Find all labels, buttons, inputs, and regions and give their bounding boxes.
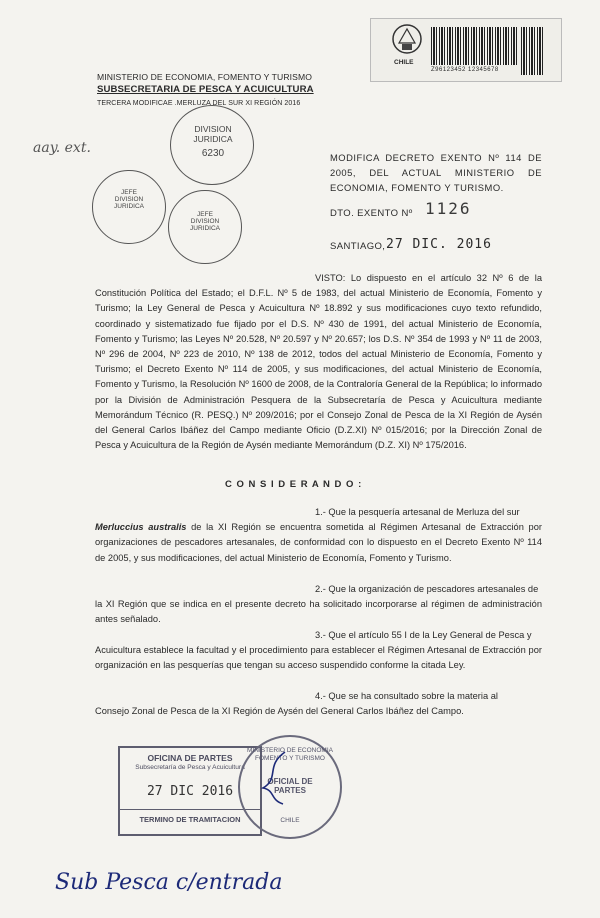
stamp-jefe-line2: DIVISION xyxy=(114,196,144,203)
jefe-division-stamp-2 xyxy=(168,190,242,264)
decree-number-label: DTO. EXENTO Nº xyxy=(330,208,413,219)
stamp-jefe-line1: JEFE xyxy=(121,189,137,196)
stamp-jefe2-line1: JEFE xyxy=(197,211,213,218)
stamp-jefe-line3: JURIDICA xyxy=(114,203,144,210)
stamp-line1: DIVISION xyxy=(194,124,232,134)
stamp-jefe2-line3: JURIDICA xyxy=(190,225,220,232)
considerando-1-intro: 1.- Que la pesquería artesanal de Merluza del sur xyxy=(315,507,520,517)
handwritten-note-bottom: Sub Pesca c/entrada xyxy=(55,870,283,895)
considerando-3-intro: 3.- Que el artículo 55 I de la Ley General de Pesca y xyxy=(315,630,532,640)
species-name: Merluccius australis xyxy=(95,522,187,533)
barcode-number: Z96123452 12345678 xyxy=(431,67,499,73)
considerando-3-text: Acuicultura establece la facultad y el procedimiento para establecer el Régimen Artesanal de Extracción por organización en las pesquerías que tengan su acceso suspendido conforme la citada Ley. xyxy=(95,645,542,671)
considerando-2-text: la XI Región que se indica en el presente decreto ha solicitado incorporarse al régimen de administración antes señalado. xyxy=(95,599,542,625)
oficial-partes-center: OFICIAL DE PARTES xyxy=(267,777,313,795)
oficina-partes-footer: TERMINO DE TRAMITACION xyxy=(139,815,241,824)
considerando-4-intro: 4.- Que se ha consultado sobre la materia al xyxy=(315,691,498,701)
stamp-line2: JURIDICA xyxy=(193,134,233,144)
barcode-label: CHILE xyxy=(394,59,414,66)
decree-reference-title: MODIFICA DECRETO EXENTO Nº 114 DE 2005, DEL ACTUAL MINISTERIO DE ECONOMIA, FOMENTO Y TURISMO. xyxy=(330,152,542,193)
considerando-4-text: Consejo Zonal de Pesca de la XI Región de Aysén del General Carlos Ibáñez del Campo. xyxy=(95,706,464,717)
stamp-jefe2-line2: DIVISION xyxy=(190,218,220,225)
jefe-division-stamp xyxy=(92,170,166,244)
considerando-1 xyxy=(95,505,542,566)
division-juridica-stamp xyxy=(170,105,254,185)
chile-seal-icon xyxy=(389,21,425,59)
oficina-partes-date: 27 DIC 2016 xyxy=(146,784,234,799)
stamp-number: 6230 xyxy=(201,148,225,159)
considerando-4 xyxy=(95,689,542,719)
document-subtitle: TERCERA MODIFICAE .MERLUZA DEL SUR XI REGIÓN 2016 xyxy=(97,100,301,107)
decree-date: 27 DIC. 2016 xyxy=(386,237,492,252)
barcode-panel xyxy=(370,18,562,82)
undersecretariat-name: SUBSECRETARIA DE PESCA Y ACUICULTURA xyxy=(97,84,314,95)
considerando-2-intro: 2.- Que la organización de pescadores artesanales de xyxy=(315,584,539,594)
considerando-3 xyxy=(95,628,542,674)
considerando-2 xyxy=(95,582,542,628)
barcode-side xyxy=(521,27,543,75)
oficial-partes-bottom: CHILE xyxy=(280,817,300,824)
oficina-partes-title: OFICINA DE PARTES xyxy=(147,753,233,763)
oficina-partes-subtitle: Subsecretaría de Pesca y Acuicultura xyxy=(135,764,245,771)
considerando-1-text: de la XI Región se encuentra sometida al Régimen Artesanal de Extracción por organizaciones de pescadores artesanales, de conformidad con lo dispuesto en el Decreto Exento Nº 114 de 2005, y sus modificaciones, del actual Ministerio de Economía, Fomento y Turismo. xyxy=(95,522,542,563)
place-label: SANTIAGO, xyxy=(330,241,386,252)
barcode xyxy=(431,27,517,65)
signature-mark xyxy=(255,748,295,808)
oficial-partes-ring: MINISTERIO DE ECONOMIA FOMENTO Y TURISMO xyxy=(247,747,333,762)
considerando-heading: C O N S I D E R A N D O : xyxy=(225,479,363,490)
ministry-name: MINISTERIO DE ECONOMIA, FOMENTO Y TURISMO xyxy=(97,72,312,82)
handwritten-note-top: aay. ext. xyxy=(33,140,91,156)
decree-number: 1126 xyxy=(425,199,472,218)
visto-paragraph: VISTO: Lo dispuesto en el artículo 32 Nº 6 de la Constitución Política del Estado; el D.F.L. Nº 5 de 1983, del actual Ministerio de Economía, Fomento y Turismo; la Ley General de Pesca y Acuicultura Nº 18.892 y sus modificaciones cuyo texto refundido, coordinado y sistematizado fue fijado por el D.S. Nº 430 de 1991, del actual Ministerio de Economía, Fomento y Turismo; las Leyes Nº 20.528, Nº 20.597 y Nº 20.657; los D.S. Nº 354 de 1993 y Nº 11 de 2003, Nº 296 de 2004, Nº 223 de 2010, Nº 138 de 2012, todos del actual Ministerio de Economía, Fomento y Turismo; el Decreto Exento Nº 114 de 2005, y sus modificaciones, del actual Ministerio de Economía, Fomento y Turismo, la Resolución Nº 1600 de 2008, de la Contraloría General de la República; lo informado por la División de Administración Pesquera de la Subsecretaría de Pesca y Acuicultura mediante Memorándum Técnico (R. PESQ.) Nº 209/2016; por el Consejo Zonal de Pesca de la XI Región de Aysén del General Carlos Ibáñez del Campo mediante Oficio (D.Z.XI) Nº 015/2016; por la Dirección Zonal de Pesca y Acuicultura de la Región de Aysén mediante Memorándum (D.Z. XI) Nº 175/2016. xyxy=(95,273,542,451)
